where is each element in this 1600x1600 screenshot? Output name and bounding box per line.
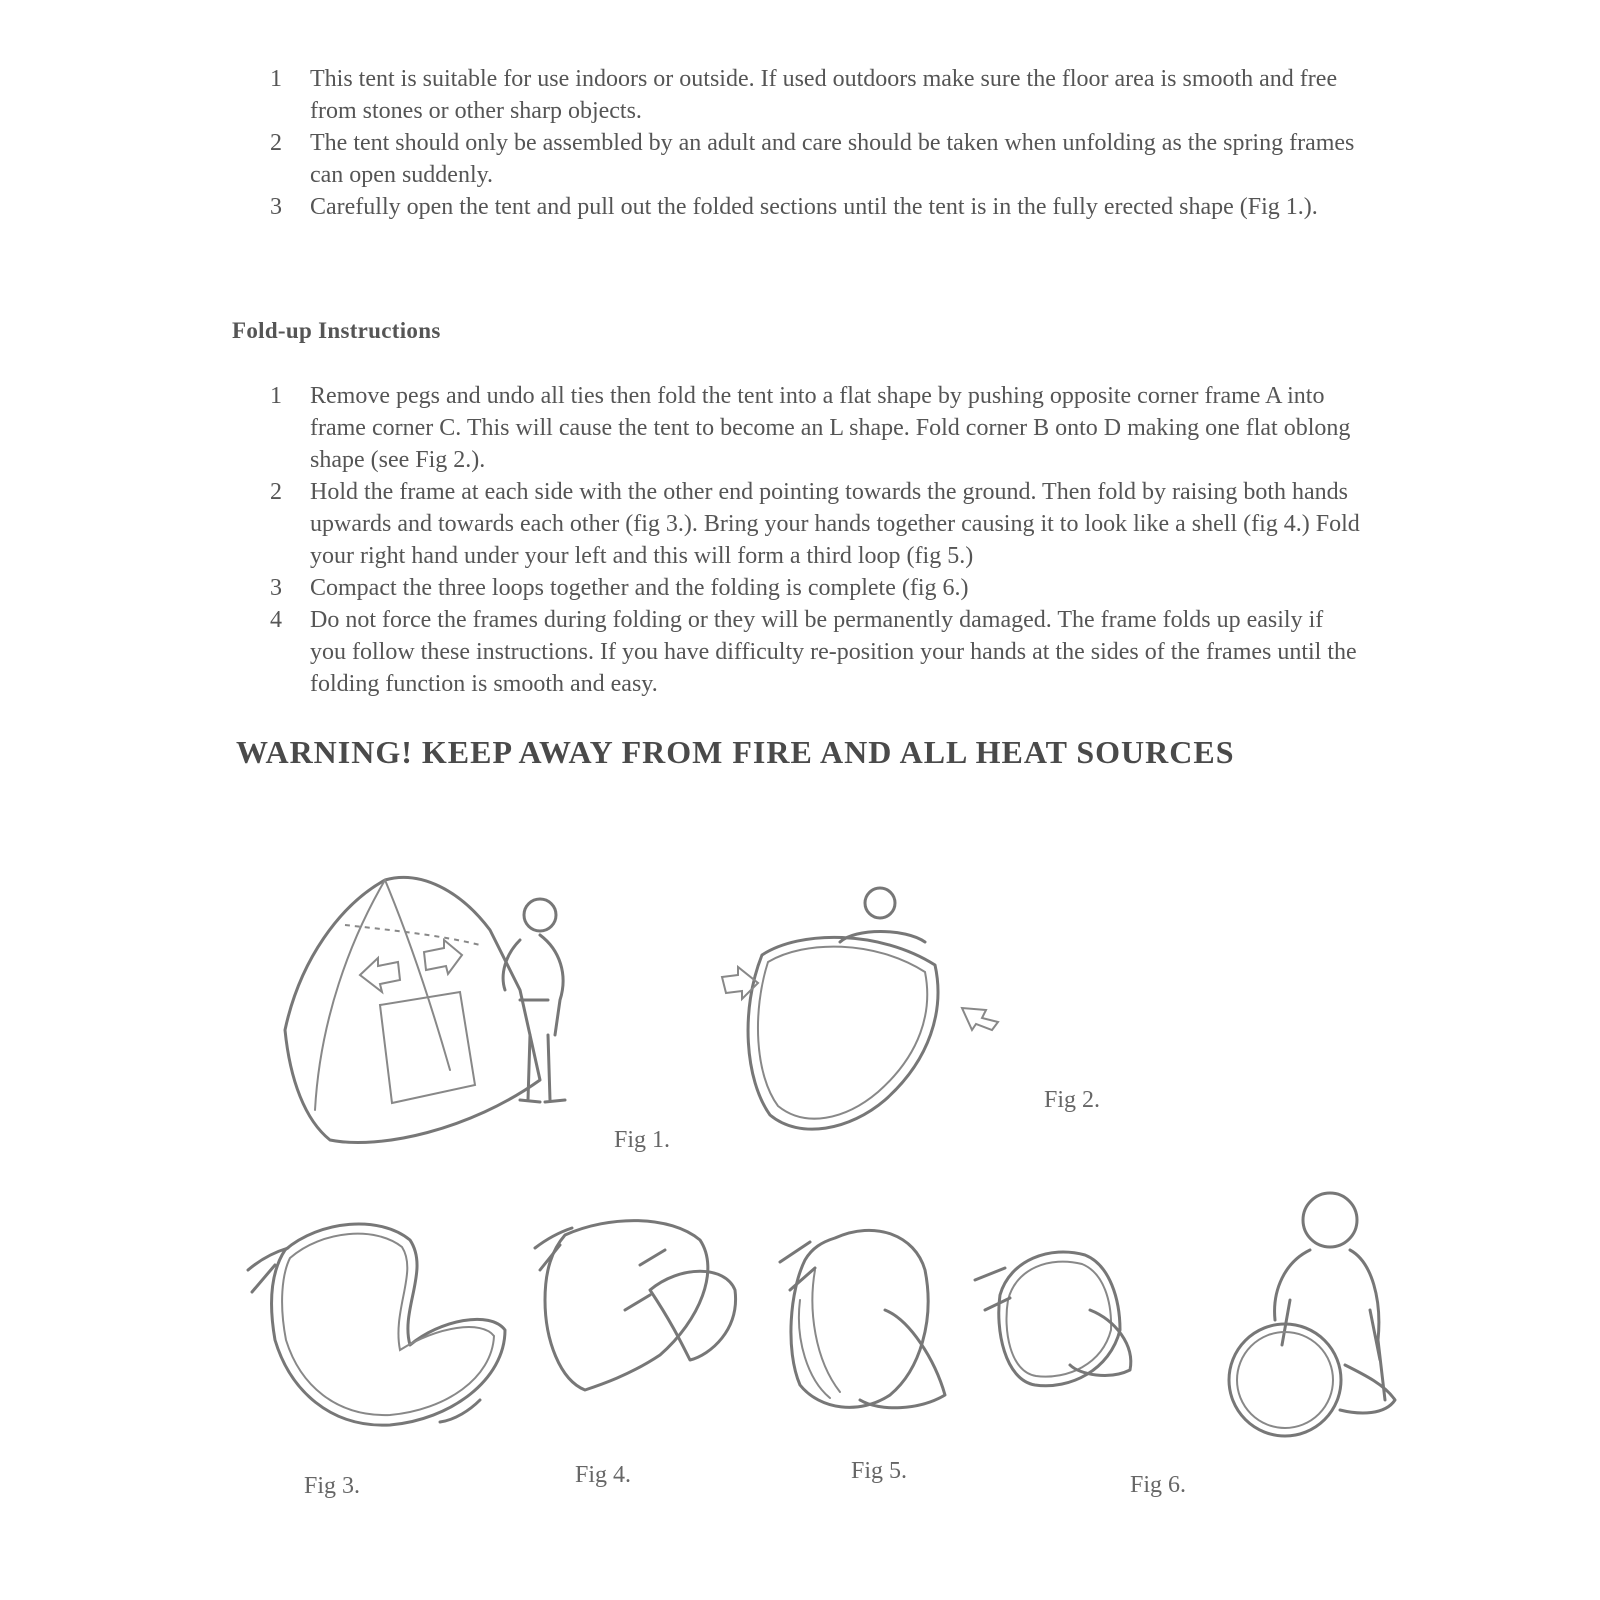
step-text: Carefully open the tent and pull out the folded sections until the tent is in the fully erected shape (Fig 1.).: [310, 194, 1318, 220]
step-number: 1: [270, 383, 282, 409]
fig5-fold-illustration: [780, 1230, 945, 1407]
fig6-label: Fig 6.: [1130, 1472, 1187, 1498]
fold-up-heading: Fold-up Instructions: [232, 318, 441, 343]
fig1-tent-illustration: [285, 877, 565, 1142]
step-text: This tent is suitable for use indoors or outside. If used outdoors make sure the floor area is smooth and free from stones or other sharp objects.: [310, 66, 1338, 124]
fig5-label: Fig 5.: [851, 1458, 908, 1484]
step-number: 2: [270, 130, 282, 156]
step-number: 1: [270, 66, 282, 92]
step-text: The tent should only be assembled by an adult and care should be taken when unfolding as the spring frames can open suddenly.: [310, 130, 1355, 188]
step-text: Hold the frame at each side with the other end pointing towards the ground. Then fold by raising both hands upwards and towards each other (fig 3.). Bring your hands together causing it to look like a shell (fig 4.) Fold your right hand under your left and this will form a third loop (fig 5.): [310, 479, 1360, 569]
step-number: 3: [270, 194, 282, 220]
step-number: 4: [270, 607, 282, 633]
step-text: Do not force the frames during folding or they will be permanently damaged. The frame folds up easily if you follow these instructions. If you have difficulty re-position your hands at the sides of the frames until the folding function is smooth and easy.: [310, 607, 1357, 697]
step-number: 2: [270, 479, 282, 505]
fire-warning: WARNING! KEEP AWAY FROM FIRE AND ALL HEAT SOURCES: [236, 734, 1235, 770]
fig2-flat-frame-illustration: [722, 888, 998, 1129]
fig2-label: Fig 2.: [1044, 1087, 1101, 1113]
fig6-complete-illustration: [1229, 1193, 1395, 1436]
step-text: Compact the three loops together and the folding is complete (fig 6.): [310, 575, 969, 601]
fig4-label: Fig 4.: [575, 1462, 632, 1488]
fig1-label: Fig 1.: [614, 1127, 671, 1153]
step-number: 3: [270, 575, 282, 601]
fig5-compact-illustration: [975, 1252, 1131, 1386]
fig4-fold-illustration: [535, 1221, 736, 1390]
fig3-fold-illustration: [248, 1224, 505, 1425]
fig3-label: Fig 3.: [304, 1473, 361, 1499]
step-text: Remove pegs and undo all ties then fold the tent into a flat shape by pushing opposite corner frame A into frame corner C. This will cause the tent to become an L shape. Fold corner B onto D making one flat oblong shape (see Fig 2.).: [310, 383, 1351, 473]
